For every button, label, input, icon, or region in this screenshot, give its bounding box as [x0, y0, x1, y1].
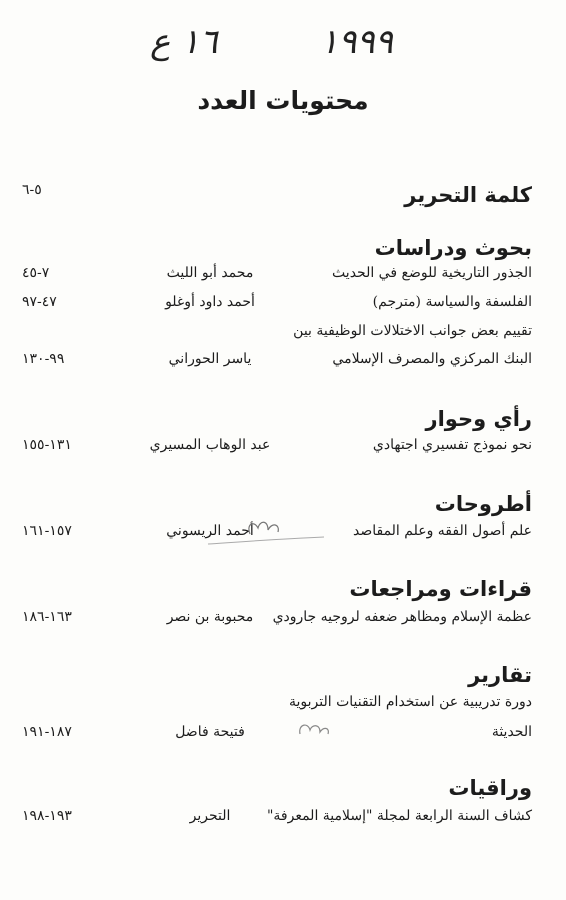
article-author: محمد أبو الليث	[166, 265, 254, 281]
section-heading-research: بحوث ودراسات	[374, 236, 532, 260]
article-pages: ١٣١-١٥٥	[22, 437, 72, 453]
article-title: البنك المركزي والمصرف الإسلامي	[332, 351, 532, 367]
article-title: الحديثة	[491, 724, 532, 740]
article-pages: ١٦٣-١٨٦	[22, 609, 72, 625]
section-heading-reports: تقارير	[468, 663, 532, 687]
article-pages: ١٨٧-١٩١	[22, 724, 72, 740]
section-heading-readings: قراءات ومراجعات	[349, 577, 532, 601]
article-title: الجذور التاريخية للوضع في الحديث	[332, 265, 532, 281]
section-heading-opinion: رأي وحوار	[425, 407, 532, 431]
article-title-line1: تقييم بعض جوانب الاختلالات الوظيفية بين	[293, 323, 532, 339]
pencil-mark-scribble	[188, 512, 328, 548]
article-author: ياسر الحوراني	[168, 351, 252, 367]
article-title: نحو نموذج تفسيري اجتهادي	[372, 437, 532, 453]
article-pages: ١٥٧-١٦١	[22, 523, 72, 539]
article-title-line1: دورة تدريبية عن استخدام التقنيات التربوية	[289, 694, 532, 710]
page-title: محتويات العدد	[197, 86, 369, 115]
article-author: محبوبة بن نصر	[166, 609, 254, 625]
article-pages: ٩٩-١٣٠	[22, 351, 65, 367]
article-author: فتيحة فاضل	[175, 724, 245, 740]
article-author: التحرير	[189, 808, 231, 824]
section-heading-theses: أطروحات	[434, 492, 532, 516]
pencil-mark-scribble	[290, 716, 350, 742]
article-title: عظمة الإسلام ومظاهر ضعفه لروجيه جارودي	[272, 609, 532, 625]
handwritten-issue-number: ١٦ ع	[150, 22, 218, 62]
section-heading-bibliography: وراقيات	[448, 776, 532, 800]
article-title: كشاف السنة الرابعة لمجلة "إسلامية المعرفة"	[266, 808, 532, 824]
article-author: عبد الوهاب المسيري	[149, 437, 271, 453]
article-title: علم أصول الفقه وعلم المقاصد	[352, 523, 532, 539]
article-pages: ١٩٣-١٩٨	[22, 808, 72, 824]
handwritten-year: ١٩٩٩	[320, 22, 394, 62]
article-author: أحمد الريسوني	[166, 523, 254, 539]
article-author: أحمد داود أوغلو	[165, 294, 255, 310]
editorial-pages: ٥-٦	[22, 182, 42, 198]
article-pages: ٤٧-٩٧	[22, 294, 57, 310]
article-title: الفلسفة والسياسة (مترجم)	[372, 294, 532, 310]
article-pages: ٧-٤٥	[22, 265, 50, 281]
editorial-heading: كلمة التحرير	[404, 183, 532, 207]
